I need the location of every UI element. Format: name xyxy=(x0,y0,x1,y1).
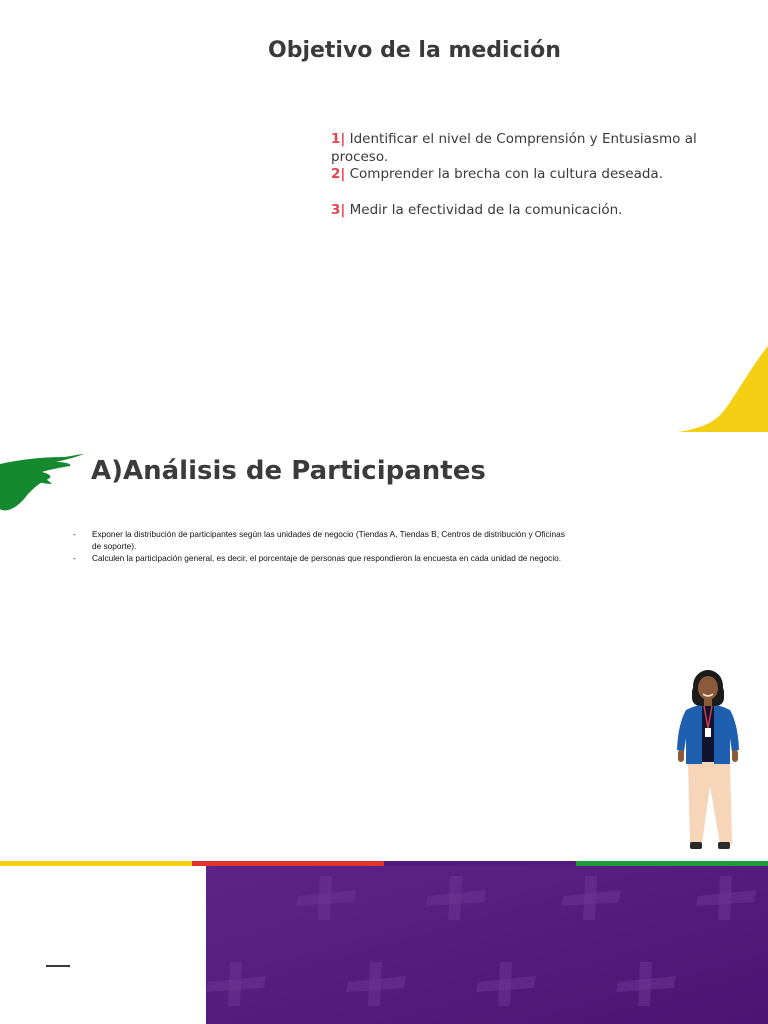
objective-item xyxy=(331,166,731,184)
list-item xyxy=(73,528,573,552)
slide-title: Objetivo de la medición xyxy=(268,38,561,63)
divider-line xyxy=(46,965,70,967)
slide-objetivo xyxy=(0,0,768,432)
objective-number: 2| xyxy=(331,166,346,182)
bullet-text: Exponer la distribución de participantes según las unidades de negocio (Tiendas A, Tiendas B, Centros de distribución y Oficinas de soporte). xyxy=(92,529,565,551)
yellow-segment xyxy=(0,861,192,866)
yellow-brush-stroke-icon xyxy=(668,340,768,432)
bullet-dash: - xyxy=(73,529,76,539)
slide-analisis xyxy=(0,432,768,1024)
objective-item xyxy=(331,131,731,166)
x-pattern-icon xyxy=(206,866,768,1024)
objective-item xyxy=(331,202,731,220)
green-brush-stroke-icon xyxy=(0,450,90,512)
woman-illustration-icon xyxy=(668,666,752,866)
spacer xyxy=(331,184,731,202)
objective-text: Medir la efectividad de la comunicación. xyxy=(345,201,623,218)
objective-number: 3| xyxy=(331,201,346,218)
bullet-text: Calculen la participación general, es decir, el porcentaje de personas que respondieron la encuesta en cada unidad de negocio. xyxy=(92,553,562,563)
list-item xyxy=(73,552,573,564)
bullet-dash: - xyxy=(73,553,76,563)
objective-number: 1| xyxy=(331,131,346,147)
purple-pattern-band xyxy=(206,866,768,1024)
slide-title: A)Análisis de Participantes xyxy=(91,456,486,486)
objectives-list xyxy=(331,131,731,219)
objective-text: Comprender la brecha con la cultura deseada. xyxy=(345,166,663,182)
objective-text: Identificar el nivel de Comprensión y Entusiasmo al proceso. xyxy=(331,131,697,165)
bullet-list xyxy=(73,528,573,564)
